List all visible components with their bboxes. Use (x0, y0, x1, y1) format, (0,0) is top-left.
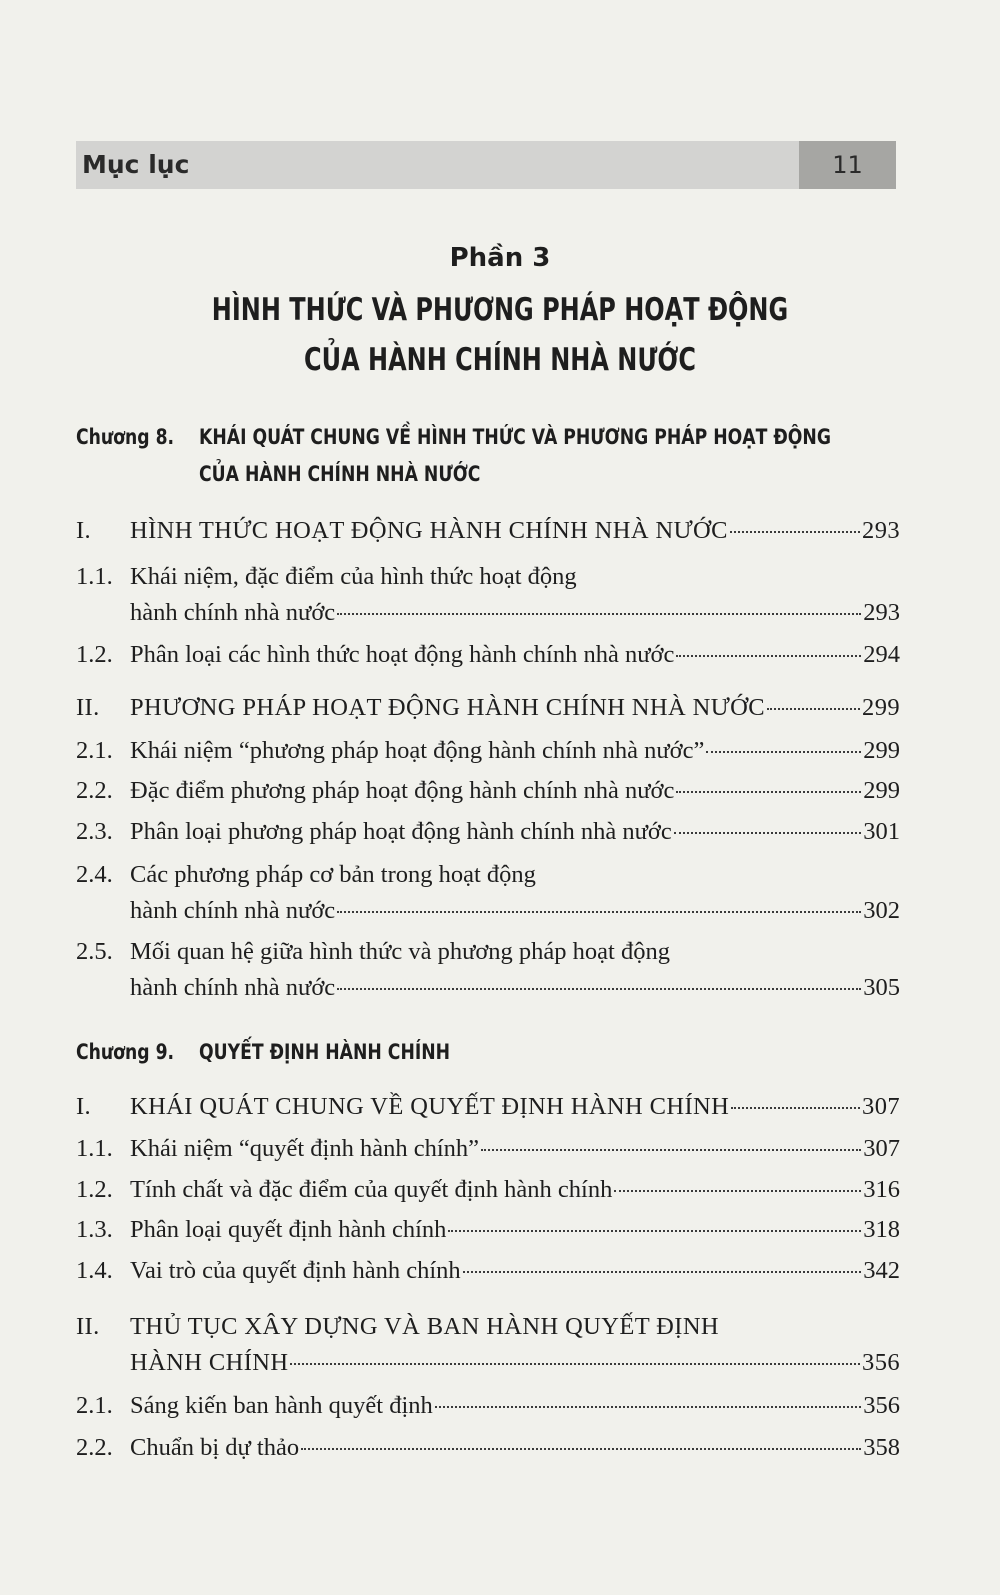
toc-entry-number: 2.5. (76, 938, 113, 965)
toc-entry-text: PHƯƠNG PHÁP HOẠT ĐỘNG HÀNH CHÍNH NHÀ NƯỚC (130, 694, 765, 721)
running-header (76, 141, 896, 189)
chapter-8-title-line-2: CỦA HÀNH CHÍNH NHÀ NƯỚC (199, 462, 481, 486)
toc-entry-page: 302 (863, 897, 900, 924)
toc-entry-text: Phân loại các hình thức hoạt động hành chính nhà nước (130, 641, 675, 668)
toc-entry-text: Phân loại quyết định hành chính (130, 1216, 447, 1243)
toc-entry-page: 356 (863, 1392, 900, 1419)
toc-entry-number: 2.1. (76, 1392, 113, 1419)
chapter-8-heading-cont (76, 462, 480, 486)
toc-entry (76, 1087, 900, 1127)
toc-entry-number: 1.3. (76, 1216, 113, 1243)
toc-entry-page: 342 (863, 1257, 900, 1284)
dot-leader (435, 1386, 861, 1408)
dot-leader (337, 968, 861, 990)
toc-entry-text: hành chính nhà nước (130, 974, 336, 1001)
toc-entry (76, 511, 900, 551)
toc-entry (76, 1428, 900, 1468)
toc-entry-page: 318 (863, 1216, 900, 1243)
toc-entry-number: 2.2. (76, 777, 113, 804)
dot-leader (676, 635, 861, 657)
toc-entry (76, 1307, 900, 1376)
chapter-9-title: QUYẾT ĐỊNH HÀNH CHÍNH (199, 1040, 451, 1064)
toc-entry-number: II. (76, 1313, 100, 1340)
chapter-9-heading (76, 1040, 450, 1064)
toc-entry-number: 1.2. (76, 641, 113, 668)
toc-entry-number: 1.1. (76, 563, 113, 590)
toc-entry (76, 557, 900, 626)
chapter-8-heading (76, 425, 831, 449)
toc-entry (76, 688, 900, 728)
chapter-8-number: Chương 8. (76, 425, 175, 449)
toc-entry-page: 293 (862, 517, 900, 544)
toc-entry-text: hành chính nhà nước (130, 897, 336, 924)
toc-entry-text: Đặc điểm phương pháp hoạt động hành chính nhà nước (130, 777, 675, 804)
chapter-8-title-line-1: KHÁI QUÁT CHUNG VỀ HÌNH THỨC VÀ PHƯƠNG PHÁP HOẠT ĐỘNG (199, 425, 831, 449)
dot-leader (337, 891, 861, 913)
dot-leader (301, 1428, 861, 1450)
toc-entry (76, 855, 900, 924)
dot-leader (706, 731, 861, 753)
toc-entry (76, 1251, 900, 1291)
toc-entry-number: I. (76, 517, 92, 544)
part-title-line-1: HÌNH THỨC VÀ PHƯƠNG PHÁP HOẠT ĐỘNG (211, 292, 789, 328)
toc-entry-text: Tính chất và đặc điểm của quyết định hành chính (130, 1176, 613, 1203)
dot-leader (730, 511, 860, 533)
page-number: 11 (799, 141, 896, 189)
dot-leader (674, 812, 862, 834)
toc-entry (76, 1129, 900, 1169)
dot-leader (290, 1343, 860, 1365)
toc-entry-text: Sáng kiến ban hành quyết định (130, 1392, 433, 1419)
toc-entry-text: THỦ TỤC XÂY DỰNG VÀ BAN HÀNH QUYẾT ĐỊNH (130, 1313, 720, 1340)
toc-entry (76, 635, 900, 675)
running-header-title: Mục lục (82, 150, 190, 179)
toc-entry-number: 1.4. (76, 1257, 113, 1284)
toc-entry-text: Khái niệm “phương pháp hoạt động hành chính nhà nước” (130, 737, 705, 764)
toc-entry-number: 2.2. (76, 1434, 113, 1461)
toc-entry-page: 299 (863, 777, 900, 804)
dot-leader (676, 771, 861, 793)
toc-entry-page: 316 (863, 1176, 900, 1203)
toc-entry-page: 293 (863, 599, 900, 626)
toc-entry (76, 1170, 900, 1210)
toc-entry (76, 1210, 900, 1250)
toc-entry (76, 1386, 900, 1426)
toc-entry (76, 731, 900, 771)
toc-entry-text: Chuẩn bị dự thảo (130, 1434, 300, 1461)
toc-entry-text: Khái niệm, đặc điểm của hình thức hoạt động (130, 563, 577, 590)
toc-entry-page: 299 (863, 737, 900, 764)
toc-entry (76, 932, 900, 1001)
toc-entry-text: Mối quan hệ giữa hình thức và phương pháp hoạt động (130, 938, 670, 965)
dot-leader (481, 1129, 861, 1151)
dot-leader (614, 1170, 861, 1192)
dot-leader (337, 593, 861, 615)
toc-entry-number: 1.1. (76, 1135, 113, 1162)
toc-entry-text: KHÁI QUÁT CHUNG VỀ QUYẾT ĐỊNH HÀNH CHÍNH (130, 1093, 730, 1120)
toc-entry-text: HÌNH THỨC HOẠT ĐỘNG HÀNH CHÍNH NHÀ NƯỚC (130, 517, 728, 544)
toc-entry-text: Vai trò của quyết định hành chính (130, 1257, 461, 1284)
toc-entry-page: 299 (862, 694, 900, 721)
toc-entry-page: 294 (863, 641, 900, 668)
toc-entry-text: HÀNH CHÍNH (130, 1349, 289, 1376)
toc-entry-text: Phân loại phương pháp hoạt động hành chính nhà nước (130, 818, 672, 845)
toc-entry-page: 307 (863, 1135, 900, 1162)
toc-entry-text: Khái niệm “quyết định hành chính” (130, 1135, 480, 1162)
toc-entry-number: 2.1. (76, 737, 113, 764)
toc-entry-page: 358 (863, 1434, 900, 1461)
dot-leader (767, 688, 860, 710)
dot-leader (731, 1087, 860, 1109)
toc-entry-page: 307 (862, 1093, 900, 1120)
chapter-9-number: Chương 9. (76, 1040, 175, 1064)
dot-leader (463, 1251, 862, 1273)
toc-entry-text: Các phương pháp cơ bản trong hoạt động (130, 861, 536, 888)
toc-entry-number: I. (76, 1093, 92, 1120)
toc-entry-number: 2.3. (76, 818, 113, 845)
toc-entry (76, 812, 900, 852)
toc-entry-number: 1.2. (76, 1176, 113, 1203)
toc-entry-page: 356 (862, 1349, 900, 1376)
dot-leader (448, 1210, 861, 1232)
part-label: Phần 3 (449, 243, 551, 273)
toc-entry-page: 301 (863, 818, 900, 845)
toc-entry-text: hành chính nhà nước (130, 599, 336, 626)
toc-entry-number: II. (76, 694, 100, 721)
toc-entry-page: 305 (863, 974, 900, 1001)
toc-entry (76, 771, 900, 811)
toc-entry-number: 2.4. (76, 861, 113, 888)
part-title-line-2: CỦA HÀNH CHÍNH NHÀ NƯỚC (304, 342, 696, 378)
